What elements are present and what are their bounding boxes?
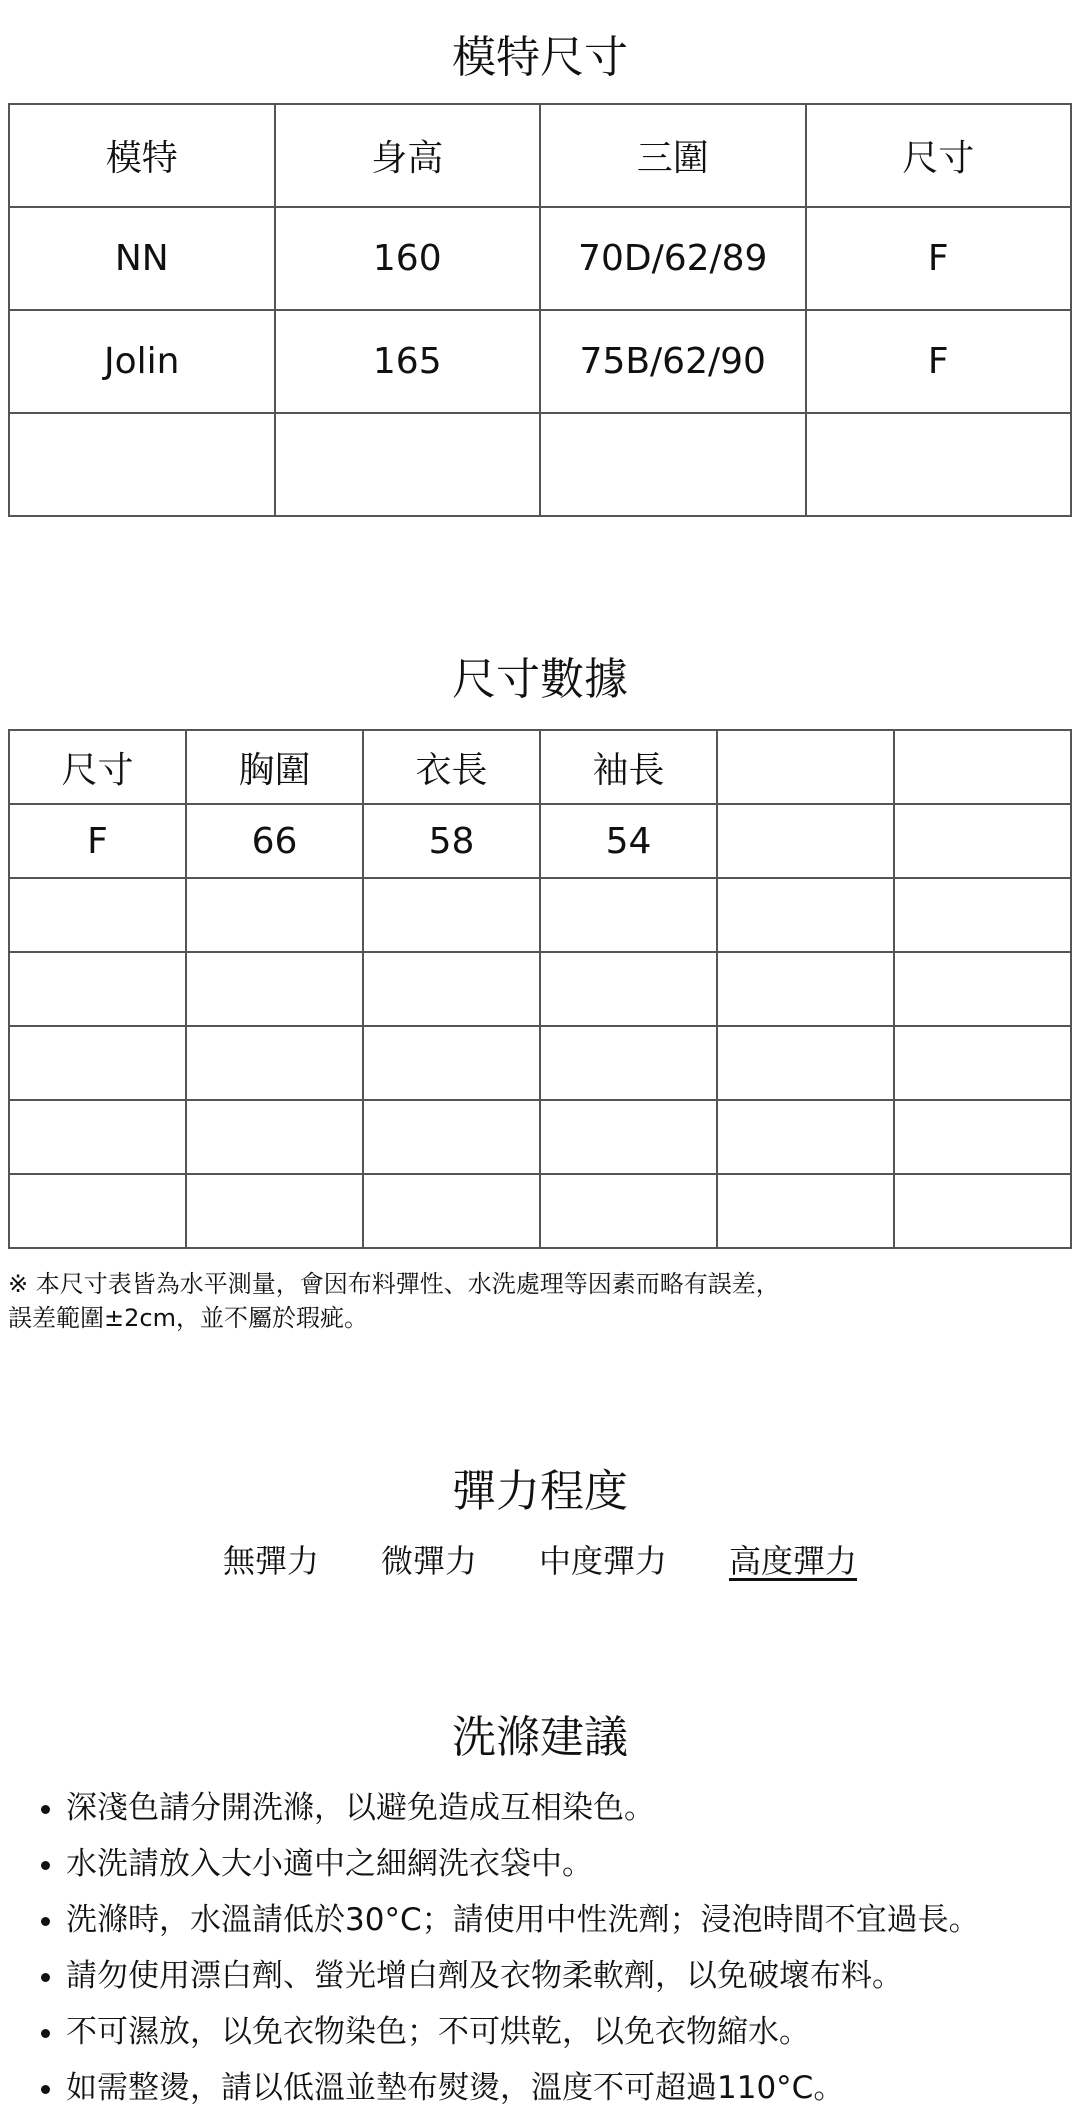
table-header-row (9, 730, 1071, 804)
table-header-cell (894, 730, 1071, 804)
table-cell (717, 804, 894, 878)
table-cell (540, 413, 806, 516)
table-header-cell: 三圍 (540, 104, 806, 207)
table-cell (363, 952, 540, 1026)
table-cell (9, 952, 186, 1026)
list-item: • 水洗請放入大小適中之細網洗衣袋中。 (66, 1836, 1080, 1892)
size-data-table (8, 729, 1072, 1249)
table-cell: F (806, 310, 1072, 413)
table-cell (894, 1026, 1071, 1100)
table-row (9, 804, 1071, 878)
table-header-cell: 袖長 (540, 730, 717, 804)
table-row (9, 413, 1071, 516)
table-row (9, 1026, 1071, 1100)
table-cell (9, 1026, 186, 1100)
table-row (9, 952, 1071, 1026)
table-header-cell: 胸圍 (186, 730, 363, 804)
elasticity-level-none: 無彈力 (222, 1542, 319, 1580)
table-cell (9, 413, 275, 516)
table-header-cell: 衣長 (363, 730, 540, 804)
measurement-note-line-1: ※ 本尺寸表皆為水平測量，會因布料彈性、水洗處理等因素而略有誤差， (8, 1270, 780, 1298)
table-cell (717, 1174, 894, 1248)
table-cell (363, 1100, 540, 1174)
table-cell: 165 (275, 310, 541, 413)
table-cell: 160 (275, 207, 541, 310)
table-cell (894, 878, 1071, 952)
elasticity-levels (0, 1538, 1080, 1584)
table-cell: 66 (186, 804, 363, 878)
table-cell (717, 878, 894, 952)
table-cell (894, 1174, 1071, 1248)
table-cell: NN (9, 207, 275, 310)
table-cell (894, 804, 1071, 878)
table-header-row (9, 104, 1071, 207)
table-cell (717, 952, 894, 1026)
table-cell (9, 878, 186, 952)
elasticity-level-high: 高度彈力 (729, 1542, 858, 1580)
table-cell: 58 (363, 804, 540, 878)
measurement-note-line-2: 誤差範圍±2cm，並不屬於瑕疵。 (8, 1304, 368, 1332)
table-header-cell: 身高 (275, 104, 541, 207)
table-row (9, 1174, 1071, 1248)
table-row (9, 878, 1071, 952)
list-item: • 深淺色請分開洗滌，以避免造成互相染色。 (66, 1780, 1080, 1836)
table-cell (806, 413, 1072, 516)
table-cell (894, 1100, 1071, 1174)
table-cell (186, 1026, 363, 1100)
elasticity-level-medium: 中度彈力 (539, 1542, 668, 1580)
table-cell (363, 1174, 540, 1248)
table-cell (9, 1100, 186, 1174)
elasticity-title: 彈力程度 (452, 1466, 628, 1517)
table-cell (540, 1174, 717, 1248)
table-cell: F (806, 207, 1072, 310)
table-cell (363, 1026, 540, 1100)
table-cell (275, 413, 541, 516)
table-header-cell (717, 730, 894, 804)
table-cell (540, 952, 717, 1026)
washing-advice-list (0, 1780, 1080, 2116)
list-item: • 不可濕放，以免衣物染色；不可烘乾，以免衣物縮水。 (66, 2004, 1080, 2060)
table-header-cell: 尺寸 (806, 104, 1072, 207)
model-size-title: 模特尺寸 (452, 32, 628, 83)
list-item: • 請勿使用漂白劑、螢光增白劑及衣物柔軟劑，以免破壞布料。 (66, 1948, 1080, 2004)
table-cell: Jolin (9, 310, 275, 413)
table-cell (540, 1100, 717, 1174)
list-item: • 如需整燙，請以低溫並墊布熨燙，溫度不可超過110°C。 (66, 2060, 1080, 2116)
table-cell (186, 1100, 363, 1174)
model-size-table (8, 103, 1072, 517)
table-row (9, 207, 1071, 310)
table-cell: 75B/62/90 (540, 310, 806, 413)
table-cell (540, 1026, 717, 1100)
table-cell (540, 878, 717, 952)
table-cell (363, 878, 540, 952)
table-cell (717, 1026, 894, 1100)
table-cell (186, 878, 363, 952)
table-cell: 54 (540, 804, 717, 878)
table-cell (717, 1100, 894, 1174)
size-data-title: 尺寸數據 (452, 654, 628, 705)
table-cell (9, 1174, 186, 1248)
elasticity-level-slight: 微彈力 (380, 1542, 477, 1580)
table-header-cell: 尺寸 (9, 730, 186, 804)
measurement-note (8, 1267, 1068, 1335)
table-cell (186, 952, 363, 1026)
table-row (9, 310, 1071, 413)
washing-advice-title: 洗滌建議 (452, 1712, 628, 1763)
table-cell: 70D/62/89 (540, 207, 806, 310)
table-cell (894, 952, 1071, 1026)
table-header-cell: 模特 (9, 104, 275, 207)
table-cell (186, 1174, 363, 1248)
table-cell: F (9, 804, 186, 878)
table-row (9, 1100, 1071, 1174)
list-item: • 洗滌時，水溫請低於30°C；請使用中性洗劑；浸泡時間不宜過長。 (66, 1892, 1080, 1948)
